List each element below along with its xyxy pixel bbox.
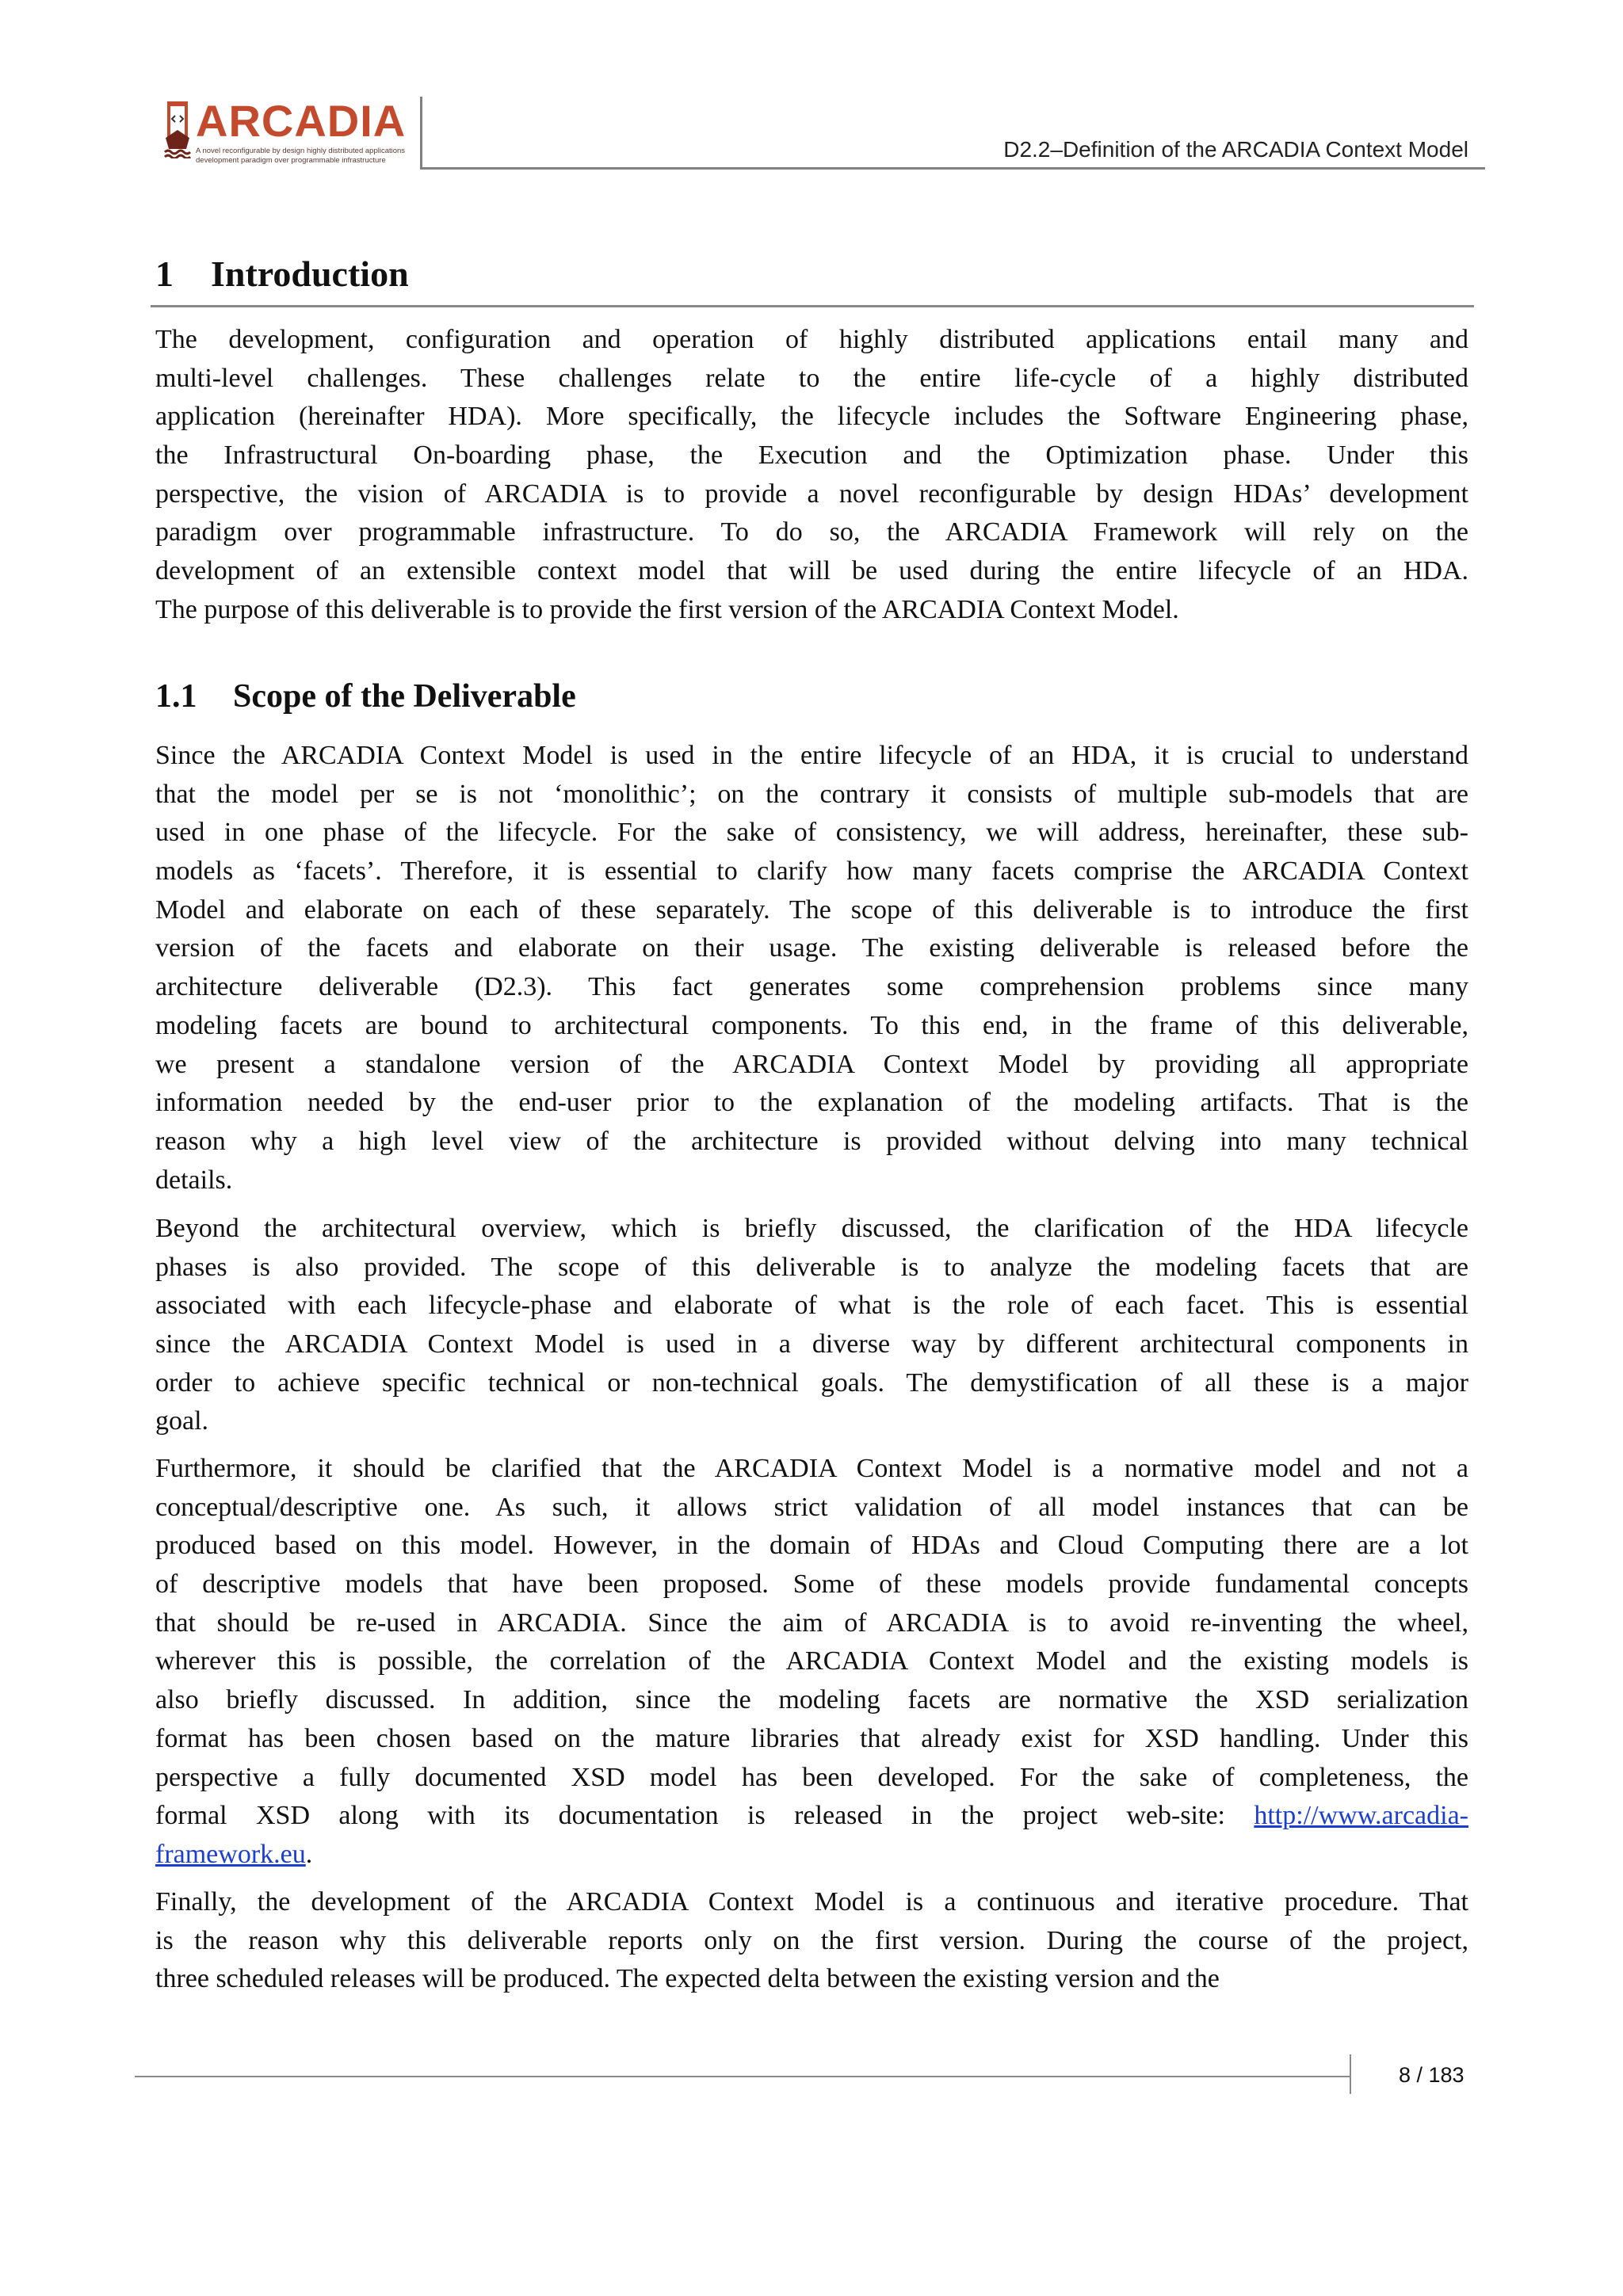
text-line: three scheduled releases will be produced. The expected delta between the existing version and the xyxy=(155,1964,1220,1994)
text-line: order to achieve specific technical or non-technical goals. The demystification of all these is a major xyxy=(155,1367,1468,1398)
paragraph xyxy=(155,737,1468,1199)
footer-rule-tick xyxy=(1350,2054,1351,2094)
text-line: Finally, the development of the ARCADIA Context Model is a continuous and iterative procedure. That xyxy=(155,1887,1468,1917)
text-line: The development, configuration and operation of highly distributed applications entail many and xyxy=(155,325,1468,354)
text-line: multi-level challenges. These challenges relate to the entire life-cycle of a highly distributed xyxy=(155,363,1468,393)
footer-rule xyxy=(135,2076,1350,2077)
text-line: used in one phase of the lifecycle. For the sake of consistency, we will address, hereinafter, these sub- xyxy=(155,818,1468,848)
text-line-content: . xyxy=(305,1839,313,1869)
text-line xyxy=(155,1797,1468,1836)
text-line: associated with each lifecycle-phase and elaborate of what is the role of each facet. This is essential xyxy=(155,1291,1468,1321)
text-line: Furthermore, it should be clarified that the ARCADIA Context Model is a normative model and not a xyxy=(155,1454,1468,1483)
document-title: D2.2–Definition of the ARCADIA Context Model xyxy=(1003,137,1468,162)
text-line: architecture deliverable (D2.3). This fact generates some comprehension problems since many xyxy=(155,972,1468,1002)
text-line: Since the ARCADIA Context Model is used in the entire lifecycle of an HDA, it is crucial to understand xyxy=(155,741,1468,770)
text-line: development of an extensible context model that will be used during the entire lifecycle of an HDA. xyxy=(155,556,1468,586)
text-line: models as ‘facets’. Therefore, it is essential to clarify how many facets comprise the ARCADIA Context xyxy=(155,856,1468,887)
section-heading xyxy=(155,252,409,296)
page-number: 8 / 183 xyxy=(1399,2063,1465,2087)
subsection-heading xyxy=(155,676,576,717)
text-line: we present a standalone version of the ARCADIA Context Model by providing all appropriate xyxy=(155,1049,1468,1079)
text-line: version of the facets and elaborate on their usage. The existing deliverable is released before the xyxy=(155,933,1468,963)
project-website-link[interactable]: http://www.arcadia- xyxy=(1254,1801,1468,1831)
subsection-number: 1.1 xyxy=(155,678,197,715)
arcadia-tower-icon xyxy=(164,101,191,158)
logo-tagline-line: development paradigm over programmable infrastructure xyxy=(196,156,386,165)
paragraph xyxy=(155,321,1468,630)
text-line: of descriptive models that have been proposed. Some of these models provide fundamental concepts xyxy=(155,1569,1468,1600)
text-line: paradigm over programmable infrastructure. To do so, the ARCADIA Framework will rely on the xyxy=(155,517,1468,547)
text-line: that should be re-used in ARCADIA. Since the aim of ARCADIA is to avoid re-inventing the wheel, xyxy=(155,1608,1468,1638)
text-line: since the ARCADIA Context Model is used in a diverse way by different architectural components in xyxy=(155,1329,1468,1360)
paragraph xyxy=(155,1450,1468,1875)
text-line: also briefly discussed. In addition, since the modeling facets are normative the XSD serialization xyxy=(155,1685,1468,1715)
text-line xyxy=(155,1836,1468,1875)
paragraph xyxy=(155,1210,1468,1441)
text-line: perspective a fully documented XSD model has been developed. For the sake of completeness, the xyxy=(155,1762,1468,1792)
heading-rule xyxy=(151,305,1474,307)
logo-tagline-line: A novel reconfigurable by design highly distributed applications xyxy=(196,147,406,155)
text-line: The purpose of this deliverable is to provide the first version of the ARCADIA Context Model. xyxy=(155,594,1179,624)
header-divider-horizontal xyxy=(420,167,1485,170)
text-line: goal. xyxy=(155,1406,209,1436)
text-line: produced based on this model. However, in the domain of HDAs and Cloud Computing there are a lot xyxy=(155,1531,1468,1561)
text-line-content: formal XSD along with its documentation is released in the project web-site: xyxy=(155,1801,1225,1831)
arcadia-logo xyxy=(164,98,418,170)
text-line: application (hereinafter HDA). More specifically, the lifecycle includes the Software Engineering phase, xyxy=(155,402,1468,432)
text-line: format has been chosen based on the mature libraries that already exist for XSD handling. Under this xyxy=(155,1723,1468,1753)
text-line: wherever this is possible, the correlation of the ARCADIA Context Model and the existing models is xyxy=(155,1646,1468,1676)
logo-tagline xyxy=(196,147,405,166)
section-title: Introduction xyxy=(211,254,409,294)
text-line: modeling facets are bound to architectural components. To this end, in the frame of this deliverable, xyxy=(155,1010,1468,1040)
logo-wordmark: ARCADIA xyxy=(196,96,407,146)
text-line: is the reason why this deliverable reports only on the first version. During the course of the project, xyxy=(155,1925,1468,1955)
text-line: information needed by the end-user prior to the explanation of the modeling artifacts. That is the xyxy=(155,1088,1468,1118)
text-line: conceptual/descriptive one. As such, it allows strict validation of all model instances that can be xyxy=(155,1492,1468,1522)
text-line: Model and elaborate on each of these separately. The scope of this deliverable is to introduce the first xyxy=(155,894,1468,925)
header-divider-vertical xyxy=(420,97,422,170)
text-line: the Infrastructural On-boarding phase, the Execution and the Optimization phase. Under this xyxy=(155,441,1468,471)
text-line: perspective, the vision of ARCADIA is to provide a novel reconfigurable by design HDAs’ development xyxy=(155,479,1468,509)
text-line: reason why a high level view of the architecture is provided without delving into many technical xyxy=(155,1126,1468,1156)
text-line: that the model per se is not ‘monolithic’; on the contrary it consists of multiple sub-models that are xyxy=(155,779,1468,809)
section-number: 1 xyxy=(155,254,174,294)
subsection-title: Scope of the Deliverable xyxy=(233,678,576,715)
text-line: details. xyxy=(155,1165,233,1195)
text-line: phases is also provided. The scope of this deliverable is to analyze the modeling facets that are xyxy=(155,1252,1468,1282)
project-website-link[interactable]: framework.eu xyxy=(155,1839,306,1869)
paragraph xyxy=(155,1883,1468,1999)
text-line: Beyond the architectural overview, which is briefly discussed, the clarification of the HDA lifecycle xyxy=(155,1214,1468,1243)
